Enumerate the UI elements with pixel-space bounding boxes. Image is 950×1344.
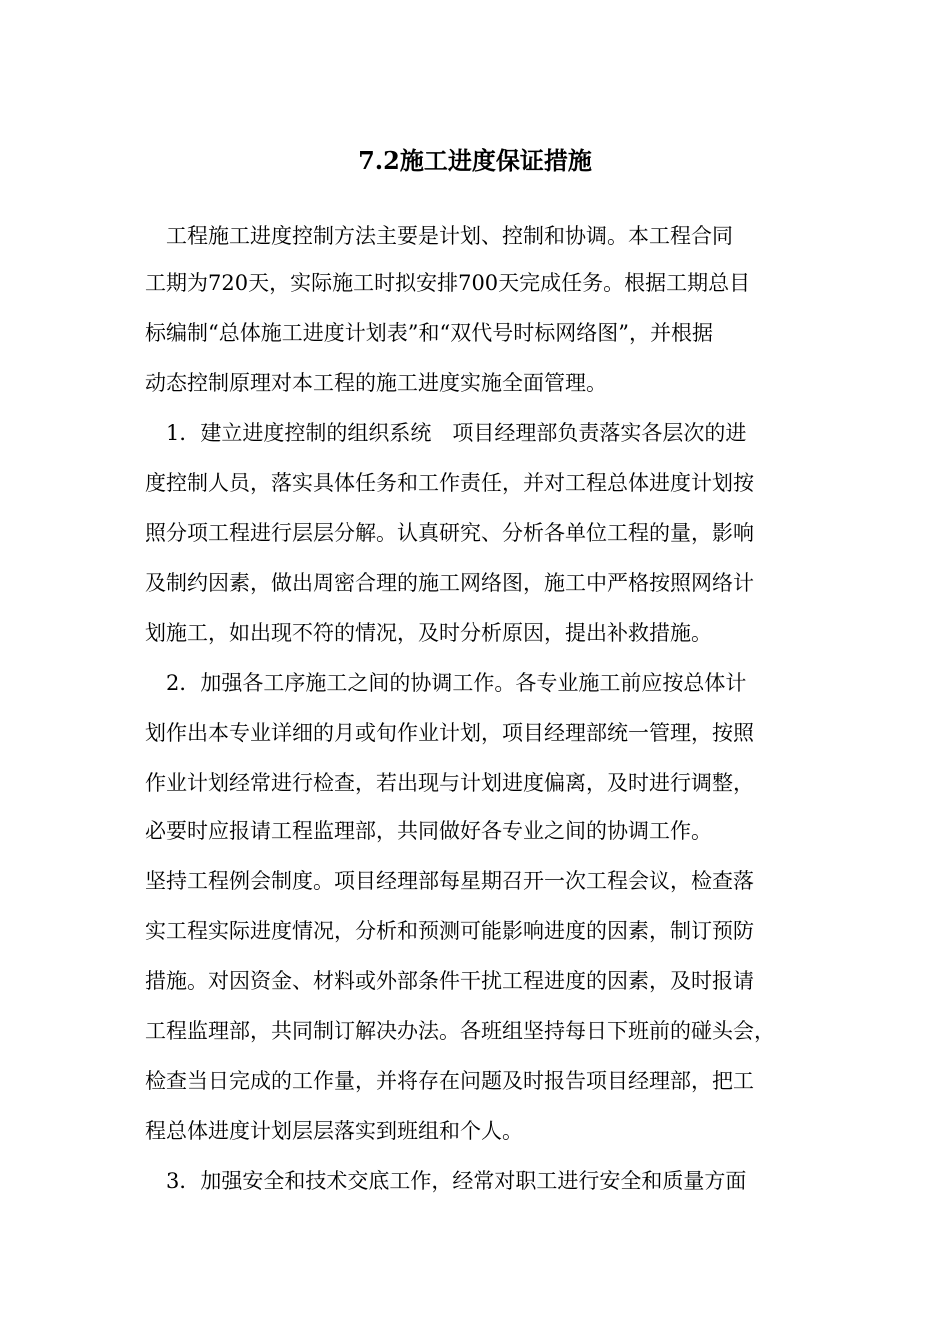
text-line: 工程施工进度控制方法主要是计划、控制和协调。本工程合同	[145, 224, 733, 248]
text-line: 照分项工程进行层层分解。认真研究、分析各单位工程的量，影响	[145, 521, 754, 545]
text-line: 2．加强各工序施工之间的协调工作。各专业施工前应按总体计	[145, 671, 747, 695]
page-title: 7.2施工进度保证措施	[358, 146, 592, 175]
text-line: 度控制人员，落实具体任务和工作责任，并对工程总体进度计划按	[145, 471, 754, 495]
text-line: 检查当日完成的工作量，并将存在问题及时报告项目经理部，把工	[145, 1069, 754, 1093]
text-line: 坚持工程例会制度。项目经理部每星期召开一次工程会议，检查落	[145, 869, 754, 893]
text-line: 实工程实际进度情况，分析和预测可能影响进度的因素，制订预防	[145, 919, 754, 943]
text-line: 措施。对因资金、材料或外部条件干扰工程进度的因素，及时报请	[145, 969, 754, 993]
text-line: 作业计划经常进行检查，若出现与计划进度偏离，及时进行调整，	[145, 771, 754, 795]
text-line: 划施工，如出现不符的情况，及时分析原因，提出补救措施。	[145, 621, 712, 645]
text-line: 工期为720天，实际施工时拟安排700天完成任务。根据工期总目	[145, 271, 751, 295]
text-line: 3．加强安全和技术交底工作，经常对职工进行安全和质量方面	[145, 1169, 747, 1193]
text-line: 必要时应报请工程监理部，共同做好各专业之间的协调工作。	[145, 819, 712, 843]
text-line: 工程监理部，共同制订解决办法。各班组坚持每日下班前的碰头会，	[145, 1019, 775, 1043]
text-line: 1．建立进度控制的组织系统 项目经理部负责落实各层次的进	[145, 421, 747, 445]
text-line: 及制约因素，做出周密合理的施工网络图，施工中严格按照网络计	[145, 571, 754, 595]
text-line: 标编制“总体施工进度计划表”和“双代号时标网络图”，并根据	[145, 321, 713, 345]
text-line: 程总体进度计划层层落实到班组和个人。	[145, 1119, 523, 1143]
text-line: 划作出本专业详细的月或旬作业计划，项目经理部统一管理，按照	[145, 721, 754, 745]
text-line: 动态控制原理对本工程的施工进度实施全面管理。	[145, 371, 607, 395]
